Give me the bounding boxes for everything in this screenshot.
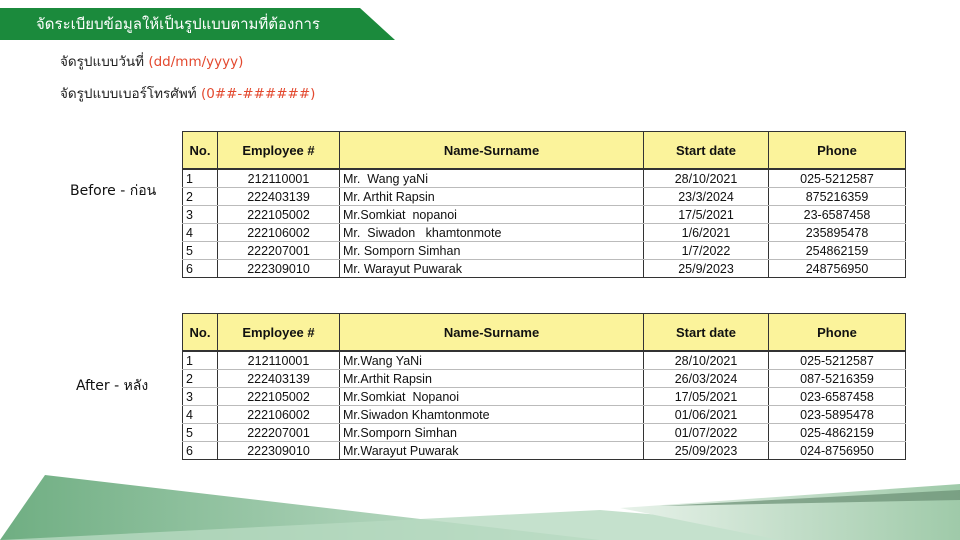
start-date-cell: 1/7/2022 xyxy=(644,242,769,260)
before-header-row xyxy=(183,132,906,170)
row-no-cell: 4 xyxy=(183,224,218,242)
employee-name-cell: Mr.Somkiat nopanoi xyxy=(340,206,644,224)
header-no: No. xyxy=(183,314,218,352)
date-format-spec: (dd/mm/yyyy) xyxy=(148,54,244,70)
employee-id-cell: 222403139 xyxy=(218,188,340,206)
employee-id-cell: 222403139 xyxy=(218,370,340,388)
header-name: Name-Surname xyxy=(340,132,644,170)
start-date-cell: 23/3/2024 xyxy=(644,188,769,206)
footer-decoration xyxy=(0,470,960,540)
start-date-cell: 1/6/2021 xyxy=(644,224,769,242)
after-label: After - หลัง xyxy=(76,378,149,394)
row-no-cell: 5 xyxy=(183,242,218,260)
date-format-note xyxy=(60,50,243,72)
phone-cell: 254862159 xyxy=(769,242,906,260)
row-no-cell: 2 xyxy=(183,370,218,388)
header-phone: Phone xyxy=(769,132,906,170)
employee-id-cell: 212110001 xyxy=(218,169,340,188)
phone-cell: 087-5216359 xyxy=(769,370,906,388)
header-phone: Phone xyxy=(769,314,906,352)
employee-name-cell: Mr.Siwadon Khamtonmote xyxy=(340,406,644,424)
row-no-cell: 1 xyxy=(183,169,218,188)
employee-id-cell: 222309010 xyxy=(218,260,340,278)
employee-id-cell: 222207001 xyxy=(218,424,340,442)
employee-name-cell: Mr. Wang yaNi xyxy=(340,169,644,188)
table-row xyxy=(183,260,906,278)
phone-cell: 248756950 xyxy=(769,260,906,278)
table-row xyxy=(183,351,906,370)
row-no-cell: 3 xyxy=(183,388,218,406)
start-date-cell: 25/9/2023 xyxy=(644,260,769,278)
employee-name-cell: Mr. Siwadon khamtonmote xyxy=(340,224,644,242)
row-no-cell: 5 xyxy=(183,424,218,442)
start-date-cell: 17/5/2021 xyxy=(644,206,769,224)
phone-format-spec: (0##-######) xyxy=(200,86,316,102)
before-table xyxy=(182,131,906,278)
row-no-cell: 6 xyxy=(183,442,218,460)
header-start-date: Start date xyxy=(644,314,769,352)
phone-cell: 875216359 xyxy=(769,188,906,206)
table-row xyxy=(183,406,906,424)
header-start-date: Start date xyxy=(644,132,769,170)
phone-format-label: จัดรูปแบบเบอร์โทรศัพท์ xyxy=(60,86,201,102)
phone-format-note xyxy=(60,82,315,104)
header-employee: Employee # xyxy=(218,314,340,352)
employee-id-cell: 222105002 xyxy=(218,388,340,406)
after-table xyxy=(182,313,906,460)
table-row xyxy=(183,424,906,442)
phone-cell: 023-5895478 xyxy=(769,406,906,424)
phone-cell: 023-6587458 xyxy=(769,388,906,406)
phone-cell: 23-6587458 xyxy=(769,206,906,224)
page-title: จัดระเบียบข้อมูลให้เป็นรูปแบบตามที่ต้องการ xyxy=(36,15,320,33)
employee-id-cell: 212110001 xyxy=(218,351,340,370)
header-employee: Employee # xyxy=(218,132,340,170)
row-no-cell: 4 xyxy=(183,406,218,424)
start-date-cell: 25/09/2023 xyxy=(644,442,769,460)
employee-name-cell: Mr.Warayut Puwarak xyxy=(340,442,644,460)
table-row xyxy=(183,224,906,242)
start-date-cell: 28/10/2021 xyxy=(644,169,769,188)
employee-id-cell: 222207001 xyxy=(218,242,340,260)
start-date-cell: 17/05/2021 xyxy=(644,388,769,406)
row-no-cell: 6 xyxy=(183,260,218,278)
header-no: No. xyxy=(183,132,218,170)
table-row xyxy=(183,242,906,260)
phone-cell: 025-5212587 xyxy=(769,169,906,188)
table-row xyxy=(183,388,906,406)
employee-name-cell: Mr.Arthit Rapsin xyxy=(340,370,644,388)
employee-name-cell: Mr.Somporn Simhan xyxy=(340,424,644,442)
employee-name-cell: Mr. Warayut Puwarak xyxy=(340,260,644,278)
header-name: Name-Surname xyxy=(340,314,644,352)
phone-cell: 025-5212587 xyxy=(769,351,906,370)
table-row xyxy=(183,206,906,224)
row-no-cell: 3 xyxy=(183,206,218,224)
start-date-cell: 01/07/2022 xyxy=(644,424,769,442)
employee-id-cell: 222106002 xyxy=(218,406,340,424)
employee-id-cell: 222309010 xyxy=(218,442,340,460)
date-format-label: จัดรูปแบบวันที่ xyxy=(60,54,149,70)
before-label: Before - ก่อน xyxy=(70,183,157,199)
employee-id-cell: 222105002 xyxy=(218,206,340,224)
start-date-cell: 26/03/2024 xyxy=(644,370,769,388)
row-no-cell: 1 xyxy=(183,351,218,370)
row-no-cell: 2 xyxy=(183,188,218,206)
employee-name-cell: Mr. Somporn Simhan xyxy=(340,242,644,260)
table-row xyxy=(183,370,906,388)
phone-cell: 025-4862159 xyxy=(769,424,906,442)
table-row xyxy=(183,169,906,188)
employee-id-cell: 222106002 xyxy=(218,224,340,242)
phone-cell: 235895478 xyxy=(769,224,906,242)
start-date-cell: 28/10/2021 xyxy=(644,351,769,370)
after-header-row xyxy=(183,314,906,352)
employee-name-cell: Mr.Somkiat Nopanoi xyxy=(340,388,644,406)
table-row xyxy=(183,442,906,460)
employee-name-cell: Mr.Wang YaNi xyxy=(340,351,644,370)
start-date-cell: 01/06/2021 xyxy=(644,406,769,424)
table-row xyxy=(183,188,906,206)
employee-name-cell: Mr. Arthit Rapsin xyxy=(340,188,644,206)
phone-cell: 024-8756950 xyxy=(769,442,906,460)
